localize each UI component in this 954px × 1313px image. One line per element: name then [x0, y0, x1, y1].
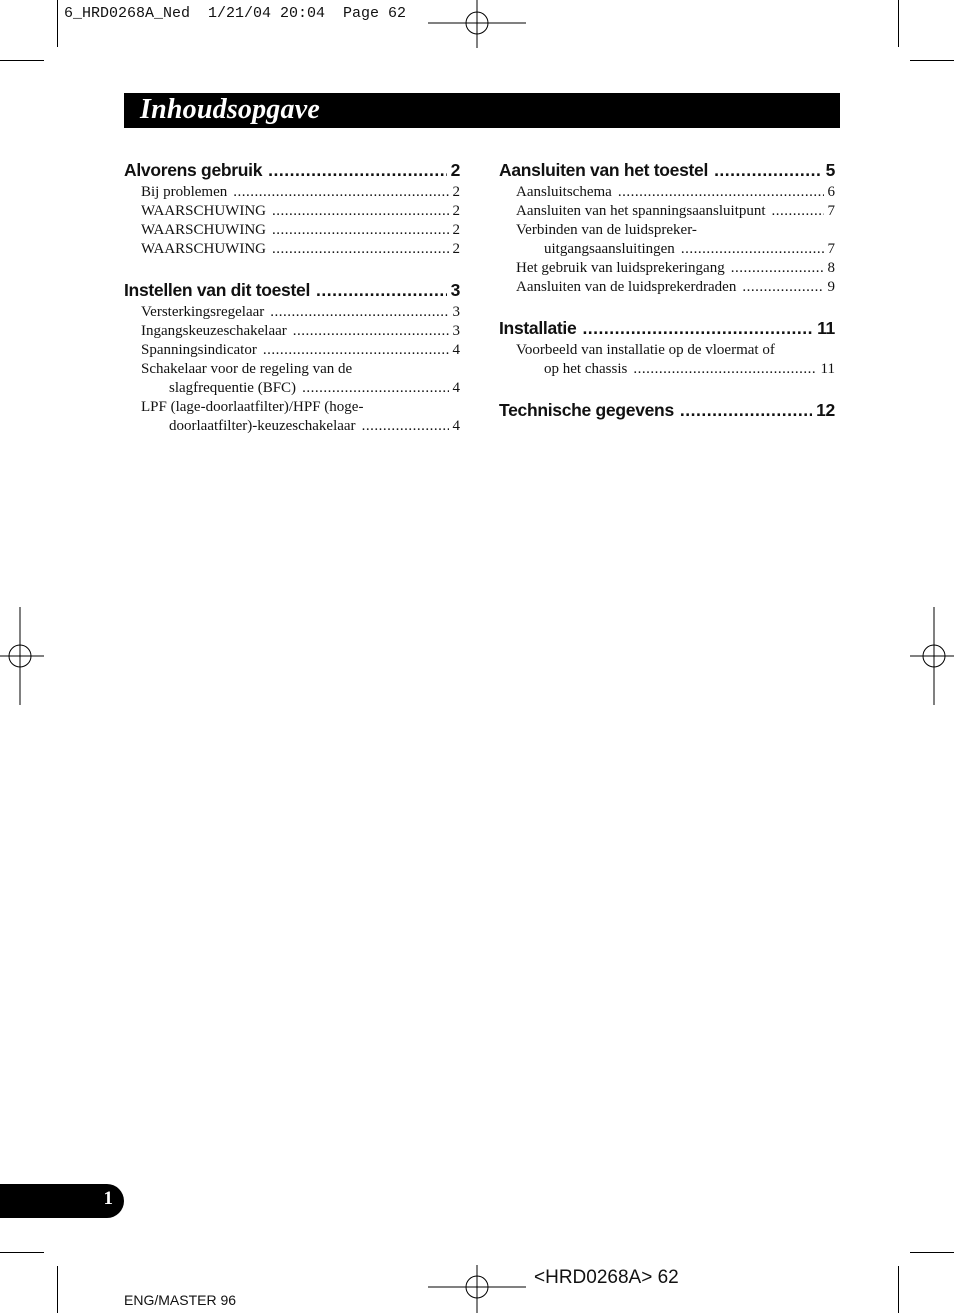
toc-leader-dots	[270, 303, 448, 322]
toc-entry-text: Aansluitschema	[516, 184, 612, 200]
toc-leader-dots	[233, 183, 448, 202]
toc-entry-text: Ingangskeuzeschakelaar	[141, 323, 287, 339]
toc-leader-dots	[316, 279, 447, 301]
toc-entry[interactable]	[124, 398, 460, 436]
toc-entry-page: 2	[452, 222, 460, 238]
toc-entry-text: LPF (lage-doorlaatfilter)/HPF (hoge-	[141, 399, 364, 415]
toc-leader-dots	[272, 240, 449, 259]
toc-section-heading[interactable]	[499, 159, 835, 181]
toc-entry-text: op het chassis	[544, 361, 628, 377]
toc-leader-dots	[272, 221, 449, 240]
toc-entry[interactable]	[124, 303, 460, 322]
toc-heading-text: Alvorens gebruik	[124, 160, 263, 180]
toc-section	[499, 317, 835, 379]
toc-entry-text: Spanningsindicator	[141, 342, 257, 358]
toc-leader-dots	[714, 159, 822, 181]
toc-entry-continuation	[516, 360, 835, 379]
toc-entry[interactable]	[499, 221, 835, 259]
toc-entry-page: 2	[452, 241, 460, 257]
toc-entry-page: 4	[452, 418, 460, 434]
toc-entry-continuation	[141, 417, 460, 436]
toc-entry-page: 11	[820, 361, 835, 377]
toc-heading-text: Installatie	[499, 318, 577, 338]
toc-entry-page: 2	[452, 184, 460, 200]
toc-entry-text: WAARSCHUWING	[141, 241, 266, 257]
toc-leader-dots	[268, 159, 446, 181]
toc-entry-text: Versterkingsregelaar	[141, 304, 265, 320]
toc-entry-continuation	[516, 240, 835, 259]
toc-section-heading[interactable]	[124, 159, 460, 181]
toc-leader-dots	[618, 183, 824, 202]
toc-section	[124, 279, 460, 436]
toc-entry[interactable]	[499, 341, 835, 379]
toc-heading-page: 3	[450, 280, 460, 300]
toc-entry-page: 6	[827, 184, 835, 200]
toc-section	[499, 399, 835, 421]
toc-entry-text: Voorbeeld van installatie op de vloermat of	[516, 342, 775, 358]
toc-section-heading[interactable]	[499, 399, 835, 421]
print-slug: 6_HRD0268A_Ned 1/21/04 20:04 Page 62	[64, 5, 407, 22]
toc-heading-page: 2	[450, 160, 460, 180]
footer-code: <HRD0268A> 62	[534, 1267, 679, 1288]
toc-entry[interactable]	[124, 240, 460, 259]
toc-entry[interactable]	[124, 221, 460, 240]
toc-heading-page: 12	[816, 400, 835, 420]
toc-entry-text: Schakelaar voor de regeling van de	[141, 361, 353, 377]
toc-heading-text: Technische gegevens	[499, 400, 674, 420]
toc-entry-page: 9	[827, 279, 835, 295]
page-number-tab	[0, 1184, 124, 1218]
registration-mark-left-icon	[0, 607, 44, 705]
toc-left-column	[124, 159, 460, 456]
toc-entry-page: 7	[827, 241, 835, 257]
toc-leader-dots	[582, 317, 813, 339]
toc-entry-page: 2	[452, 203, 460, 219]
footer-master: ENG/MASTER 96	[124, 1292, 237, 1308]
toc-heading-page: 11	[817, 318, 835, 338]
toc-leader-dots	[681, 240, 824, 259]
toc-leader-dots	[680, 399, 812, 421]
toc-entry[interactable]	[124, 341, 460, 360]
toc-entry-text: Verbinden van de luidspreker-	[516, 222, 697, 238]
toc-entry-text: uitgangsaansluitingen	[544, 241, 675, 257]
toc-entry[interactable]	[124, 360, 460, 398]
toc-leader-dots	[263, 341, 449, 360]
toc-entry-text: WAARSCHUWING	[141, 222, 266, 238]
toc-leader-dots	[772, 202, 824, 221]
toc-leader-dots	[633, 360, 816, 379]
toc-section	[124, 159, 460, 259]
toc-entry-text: doorlaatfilter)-keuzeschakelaar	[169, 418, 356, 434]
page-title: Inhoudsopgave	[140, 94, 320, 125]
toc-heading-page: 5	[825, 160, 835, 180]
toc-leader-dots	[362, 417, 449, 436]
toc-right-column	[499, 159, 835, 441]
toc-entry[interactable]	[124, 322, 460, 341]
toc-leader-dots	[272, 202, 449, 221]
toc-entry[interactable]	[499, 278, 835, 297]
toc-entry-page: 3	[452, 323, 460, 339]
toc-entry-text: slagfrequentie (BFC)	[169, 380, 297, 396]
toc-entry-text: Het gebruik van luidsprekeringang	[516, 260, 725, 276]
toc-entry[interactable]	[499, 183, 835, 202]
toc-entry[interactable]	[499, 202, 835, 221]
registration-mark-right-icon	[910, 607, 954, 705]
toc-entry-page: 4	[452, 380, 460, 396]
toc-entry-page: 7	[827, 203, 835, 219]
registration-mark-top-icon	[428, 0, 526, 48]
toc-section-heading[interactable]	[499, 317, 835, 339]
toc-entry-text: WAARSCHUWING	[141, 203, 266, 219]
toc-entry-text: Bij problemen	[141, 184, 228, 200]
page-number: 1	[103, 1188, 113, 1209]
registration-mark-bottom-icon	[428, 1265, 526, 1313]
toc-section-heading[interactable]	[124, 279, 460, 301]
toc-entry[interactable]	[124, 183, 460, 202]
toc-entry-text: Aansluiten van het spanningsaansluitpunt	[516, 203, 766, 219]
title-banner	[124, 93, 840, 128]
toc-leader-dots	[302, 379, 448, 398]
toc-entry-page: 3	[452, 304, 460, 320]
toc-leader-dots	[731, 259, 824, 278]
toc-entry-page: 8	[827, 260, 835, 276]
toc-entry-page: 4	[452, 342, 460, 358]
toc-entry[interactable]	[499, 259, 835, 278]
toc-entry[interactable]	[124, 202, 460, 221]
toc-leader-dots	[742, 278, 823, 297]
toc-heading-text: Aansluiten van het toestel	[499, 160, 709, 180]
toc-section	[499, 159, 835, 297]
toc-heading-text: Instellen van dit toestel	[124, 280, 311, 300]
toc-leader-dots	[293, 322, 449, 341]
toc-entry-continuation	[141, 379, 460, 398]
toc-entry-text: Aansluiten van de luidsprekerdraden	[516, 279, 737, 295]
